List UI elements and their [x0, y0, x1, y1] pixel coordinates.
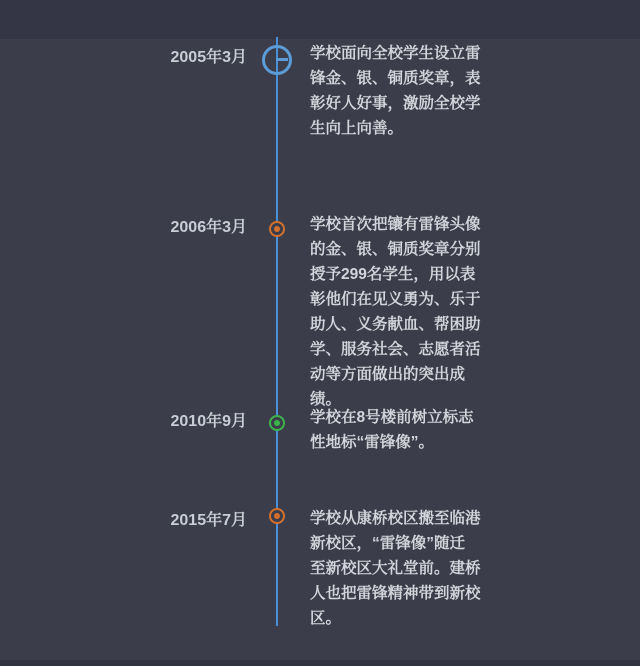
text-line: 区。	[310, 610, 342, 627]
text-line: 锋金、银、铜质奖章，表	[310, 70, 481, 87]
marker-dot-icon	[274, 226, 280, 232]
text-line: 性地标“雷锋像”。	[310, 434, 435, 451]
text-line: 新校区，“雷锋像”随迁	[310, 535, 466, 552]
marker-dot-icon	[274, 513, 280, 519]
timeline-date-2015: 2015年7月	[170, 512, 247, 529]
timeline-date-2006: 2006年3月	[170, 219, 247, 236]
ring-dot-icon	[269, 508, 285, 524]
ring-dot-icon	[269, 221, 285, 237]
clock-icon	[262, 45, 292, 75]
text-line: 人也把雷锋精神带到新校	[310, 585, 481, 602]
text-line: 彰他们在见义勇为、乐于	[310, 291, 481, 308]
timeline-date-2010: 2010年9月	[170, 413, 247, 430]
text-line: 动等方面做出的突出成	[310, 366, 466, 383]
text-line: 学校在8号楼前树立标志	[310, 409, 474, 426]
top-bar	[0, 0, 640, 39]
ring-dot-icon	[269, 415, 285, 431]
timeline-line	[276, 37, 278, 626]
text-line: 绩。	[310, 391, 342, 408]
text-line: 学校面向全校学生设立雷	[310, 45, 481, 62]
timeline-text-2010	[310, 405, 492, 455]
clock-hand-icon	[276, 58, 288, 61]
text-line: 学校首次把镶有雷锋头像	[310, 216, 481, 233]
marker-dot-icon	[274, 420, 280, 426]
timeline-text-2005	[310, 41, 492, 141]
text-line: 彰好人好事，激励全校学	[310, 95, 481, 112]
timeline-date-2005: 2005年3月	[170, 49, 247, 66]
text-line: 生向上向善。	[310, 120, 404, 137]
text-line: 授予299名学生，用以表	[310, 266, 476, 283]
text-line: 学校从康桥校区搬至临港	[310, 510, 481, 527]
text-line: 的金、银、铜质奖章分别	[310, 241, 481, 258]
bottom-bar	[0, 660, 640, 666]
text-line: 至新校区大礼堂前。建桥	[310, 560, 481, 577]
timeline-text-2015	[310, 506, 492, 631]
text-line: 助人、义务献血、帮困助	[310, 316, 481, 333]
text-line: 学、服务社会、志愿者活	[310, 341, 481, 358]
timeline-text-2006	[310, 212, 492, 412]
